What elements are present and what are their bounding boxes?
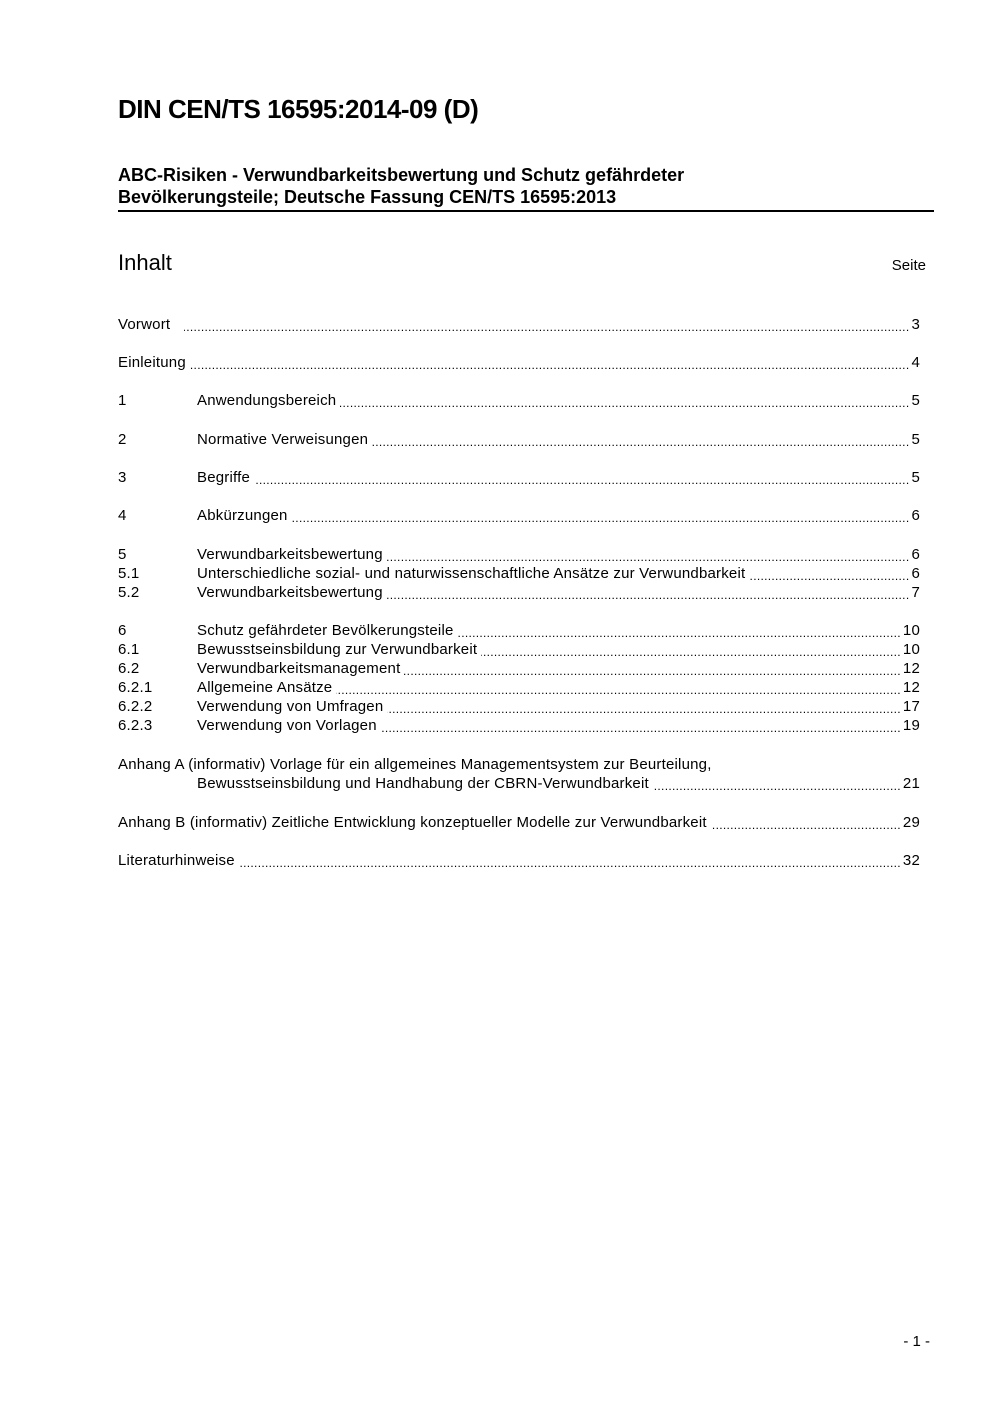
toc-entry-einleitung[interactable] [118, 353, 920, 372]
toc-entry-6[interactable] [118, 621, 920, 640]
toc-entry-text: Einleitung [118, 354, 186, 371]
toc-leader-dots [190, 353, 910, 372]
toc-entry-annex-b[interactable] [118, 813, 920, 832]
toc-entry-3[interactable] [118, 468, 920, 487]
toc-entry-text: Abkürzungen [197, 507, 288, 524]
toc-entry-number: 6.2 [118, 660, 140, 677]
toc-entry-6-2[interactable] [118, 659, 920, 678]
toc-entry-number: 6.2.3 [118, 717, 153, 734]
subtitle-line-2: Bevölkerungsteile; Deutsche Fassung CEN/TS 16595:2013 [118, 187, 617, 207]
toc-entry-text: Bewusstseinsbildung zur Verwundbarkeit [197, 641, 478, 658]
toc-entry-text: Verwundbarkeitsbewertung [197, 584, 383, 601]
toc-entry-text: Bewusstseinsbildung und Handhabung der CBRN-Verwundbarkeit [197, 775, 649, 792]
toc-leader-dots [372, 430, 909, 449]
toc-entry-page: 10 [902, 641, 920, 658]
toc-entry-text: Begriffe [197, 469, 251, 486]
toc-entry-6-2-2[interactable] [118, 697, 920, 716]
toc-entry-page: 29 [902, 814, 920, 831]
toc-leader-dots [387, 545, 910, 564]
toc-entry-text: Normative Verweisungen [197, 431, 369, 448]
toc-entry-page: 4 [911, 354, 920, 371]
toc-entry-annex-a-line-1[interactable]: Anhang A (informativ) Vorlage für ein allgemeines Managementsystem zur Beurteilung, [118, 756, 712, 773]
toc-leader-dots [458, 621, 901, 640]
toc-leader-dots [336, 678, 901, 697]
toc-entry-number: 1 [118, 392, 127, 409]
toc-leader-dots [254, 468, 909, 487]
document-subtitle [118, 164, 934, 212]
toc-entry-6-2-3[interactable] [118, 716, 920, 735]
toc-entry-text: Verwendung von Vorlagen [197, 717, 377, 734]
toc-entry-text: Schutz gefährdeter Bevölkerungsteile [197, 622, 454, 639]
toc-entry-page: 12 [902, 660, 920, 677]
toc-entry-6-1[interactable] [118, 640, 920, 659]
toc-entry-page: 10 [902, 622, 920, 639]
toc-page-label: Seite [891, 257, 926, 274]
toc-entry-text: Allgemeine Ansätze [197, 679, 333, 696]
toc-entry-5-2[interactable] [118, 583, 920, 602]
toc-entry-5-1[interactable] [118, 564, 920, 583]
toc-entry-annex-a[interactable] [118, 774, 920, 793]
toc-entry-page: 12 [902, 679, 920, 696]
toc-leader-dots [749, 564, 909, 583]
toc-entry-number: 2 [118, 431, 127, 448]
toc-entry-number: 6 [118, 622, 127, 639]
footer-page-number: - 1 - [903, 1333, 930, 1350]
toc-entry-text: Literaturhinweise [118, 852, 235, 869]
toc-entry-page: 5 [911, 392, 920, 409]
toc-leader-dots [292, 506, 910, 525]
toc-entry-page: 19 [902, 717, 920, 734]
toc-entry-page: 5 [911, 469, 920, 486]
toc-leader-dots [711, 813, 901, 832]
toc-entry-4[interactable] [118, 506, 920, 525]
toc-entry-page: 7 [911, 584, 920, 601]
toc-entry-page: 6 [911, 507, 920, 524]
toc-entry-bibliography[interactable] [118, 851, 920, 870]
toc-leader-dots [387, 583, 910, 602]
toc-entry-number: 6.2.2 [118, 698, 153, 715]
toc-entry-text: Unterschiedliche sozial- und naturwissenschaftliche Ansätze zur Verwundbarkeit [197, 565, 746, 582]
document-title: DIN CEN/TS 16595:2014-09 (D) [118, 94, 479, 124]
toc-leader-dots [404, 659, 900, 678]
toc-entry-number: 6.1 [118, 641, 140, 658]
subtitle-line-1: ABC-Risiken - Verwundbarkeitsbewertung und Schutz gefährdeter [118, 165, 685, 185]
toc-entry-2[interactable] [118, 430, 920, 449]
toc-entry-number: 6.2.1 [118, 679, 153, 696]
toc-entry-text: Anwendungsbereich [197, 392, 337, 409]
toc-entry-page: 17 [902, 698, 920, 715]
toc-entry-text: Vorwort [118, 316, 171, 333]
toc-entry-page: 21 [902, 775, 920, 792]
toc-entry-5[interactable] [118, 545, 920, 564]
toc-leader-dots [239, 851, 901, 870]
toc-leader-dots [653, 774, 901, 793]
toc-heading: Inhalt [118, 250, 172, 275]
toc-entry-text: Verwundbarkeitsmanagement [197, 660, 401, 677]
toc-entry-number: 5.2 [118, 584, 140, 601]
toc-entry-text: Verwendung von Umfragen [197, 698, 384, 715]
toc-entry-number: 5 [118, 546, 127, 563]
toc-entry-number: 4 [118, 507, 127, 524]
toc-entry-page: 5 [911, 431, 920, 448]
toc-entry-page: 6 [911, 565, 920, 582]
toc-entry-1[interactable] [118, 391, 920, 410]
toc-entry-text: Verwundbarkeitsbewertung [197, 546, 383, 563]
toc-entry-page: 6 [911, 546, 920, 563]
toc-leader-dots [184, 315, 909, 334]
toc-leader-dots [381, 716, 901, 735]
toc-leader-dots [387, 697, 901, 716]
toc-entry-number: 5.1 [118, 565, 140, 582]
toc-leader-dots [481, 640, 901, 659]
toc-entry-text: Anhang B (informativ) Zeitliche Entwicklung konzeptueller Modelle zur Verwundbarkeit [118, 814, 707, 831]
toc-entry-6-2-1[interactable] [118, 678, 920, 697]
toc-entry-page: 3 [911, 316, 920, 333]
toc-entry-page: 32 [902, 852, 920, 869]
toc-leader-dots [340, 391, 909, 410]
toc-entry-vorwort[interactable] [118, 315, 920, 334]
toc-entry-number: 3 [118, 469, 127, 486]
